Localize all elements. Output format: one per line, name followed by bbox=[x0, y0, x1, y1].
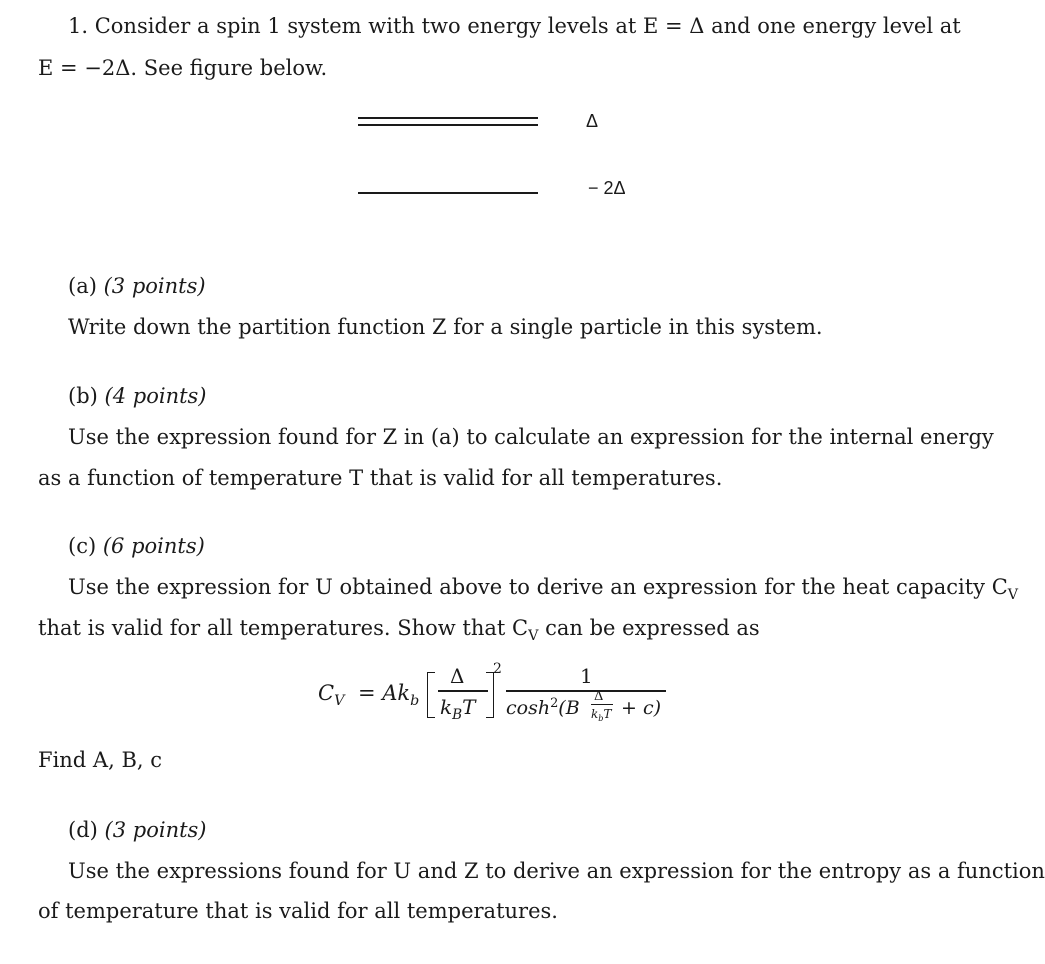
part-a-header bbox=[68, 276, 206, 297]
eq-cosh-close: + c) bbox=[621, 697, 662, 719]
eq-frac2-bar bbox=[506, 690, 666, 692]
upper-level-line-1 bbox=[358, 117, 538, 119]
part-c-header bbox=[68, 536, 205, 557]
part-d-text1: Use the expressions found for U and Z to derive an expression for the entropy as a function bbox=[68, 859, 1045, 883]
part-c-label: (c) bbox=[68, 534, 97, 558]
part-b-points: (4 points) bbox=[104, 384, 207, 408]
part-b-header bbox=[68, 386, 207, 407]
part-d-label: (d) bbox=[68, 818, 98, 842]
part-c-text1: Use the expression for U obtained above to derive an expression for the heat capacity $C_V$ bbox=[68, 575, 1019, 603]
eq-small-bar bbox=[591, 704, 613, 705]
part-d-text2: of temperature that is valid for all temperatures. bbox=[38, 899, 558, 923]
eq-exponent: 2 bbox=[493, 661, 502, 677]
eq-left-bracket bbox=[427, 672, 435, 718]
part-a-text: Write down the partition function Z for a single particle in this system. bbox=[68, 315, 823, 339]
problem-intro-line1: 1. Consider a spin 1 system with two energy levels at E = Δ and one energy level at bbox=[68, 14, 961, 38]
part-c-find: Find A, B, c bbox=[38, 748, 162, 772]
lower-level-label: − 2Δ bbox=[588, 178, 626, 198]
lower-level-line bbox=[358, 192, 538, 194]
eq-small-den: $k_bT$ bbox=[591, 707, 612, 723]
part-c-text2: that is valid for all temperatures. Show that $C_V$ can be expressed as bbox=[38, 616, 760, 644]
eq-cosh: $\cosh^2(B$ bbox=[506, 695, 580, 719]
eq-frac2-num: 1 bbox=[580, 664, 593, 688]
part-b-text1: Use the expression found for Z in (a) to calculate an expression for the internal energy bbox=[68, 425, 994, 449]
eq-frac1-num: Δ bbox=[450, 664, 465, 688]
upper-level-label: Δ bbox=[586, 111, 599, 131]
part-d-points: (3 points) bbox=[104, 818, 207, 842]
part-a-label: (a) bbox=[68, 274, 97, 298]
part-b-text2: as a function of temperature T that is valid for all temperatures. bbox=[38, 466, 723, 490]
eq-small-num: Δ bbox=[594, 689, 604, 704]
part-d-header bbox=[68, 820, 207, 841]
part-c-points: (6 points) bbox=[102, 534, 205, 558]
problem-intro-line2: E = −2Δ. See figure below. bbox=[38, 56, 328, 80]
eq-lhs: $C_V$ bbox=[318, 681, 345, 709]
part-b-label: (b) bbox=[68, 384, 98, 408]
eq-right-bracket bbox=[486, 672, 494, 718]
eq-frac1-den: $k_BT$ bbox=[440, 695, 476, 723]
eq-frac1-bar bbox=[438, 690, 488, 692]
part-a-points: (3 points) bbox=[103, 274, 206, 298]
upper-level-line-2 bbox=[358, 124, 538, 126]
eq-equals-akb: = $Ak_b$ bbox=[358, 681, 420, 709]
